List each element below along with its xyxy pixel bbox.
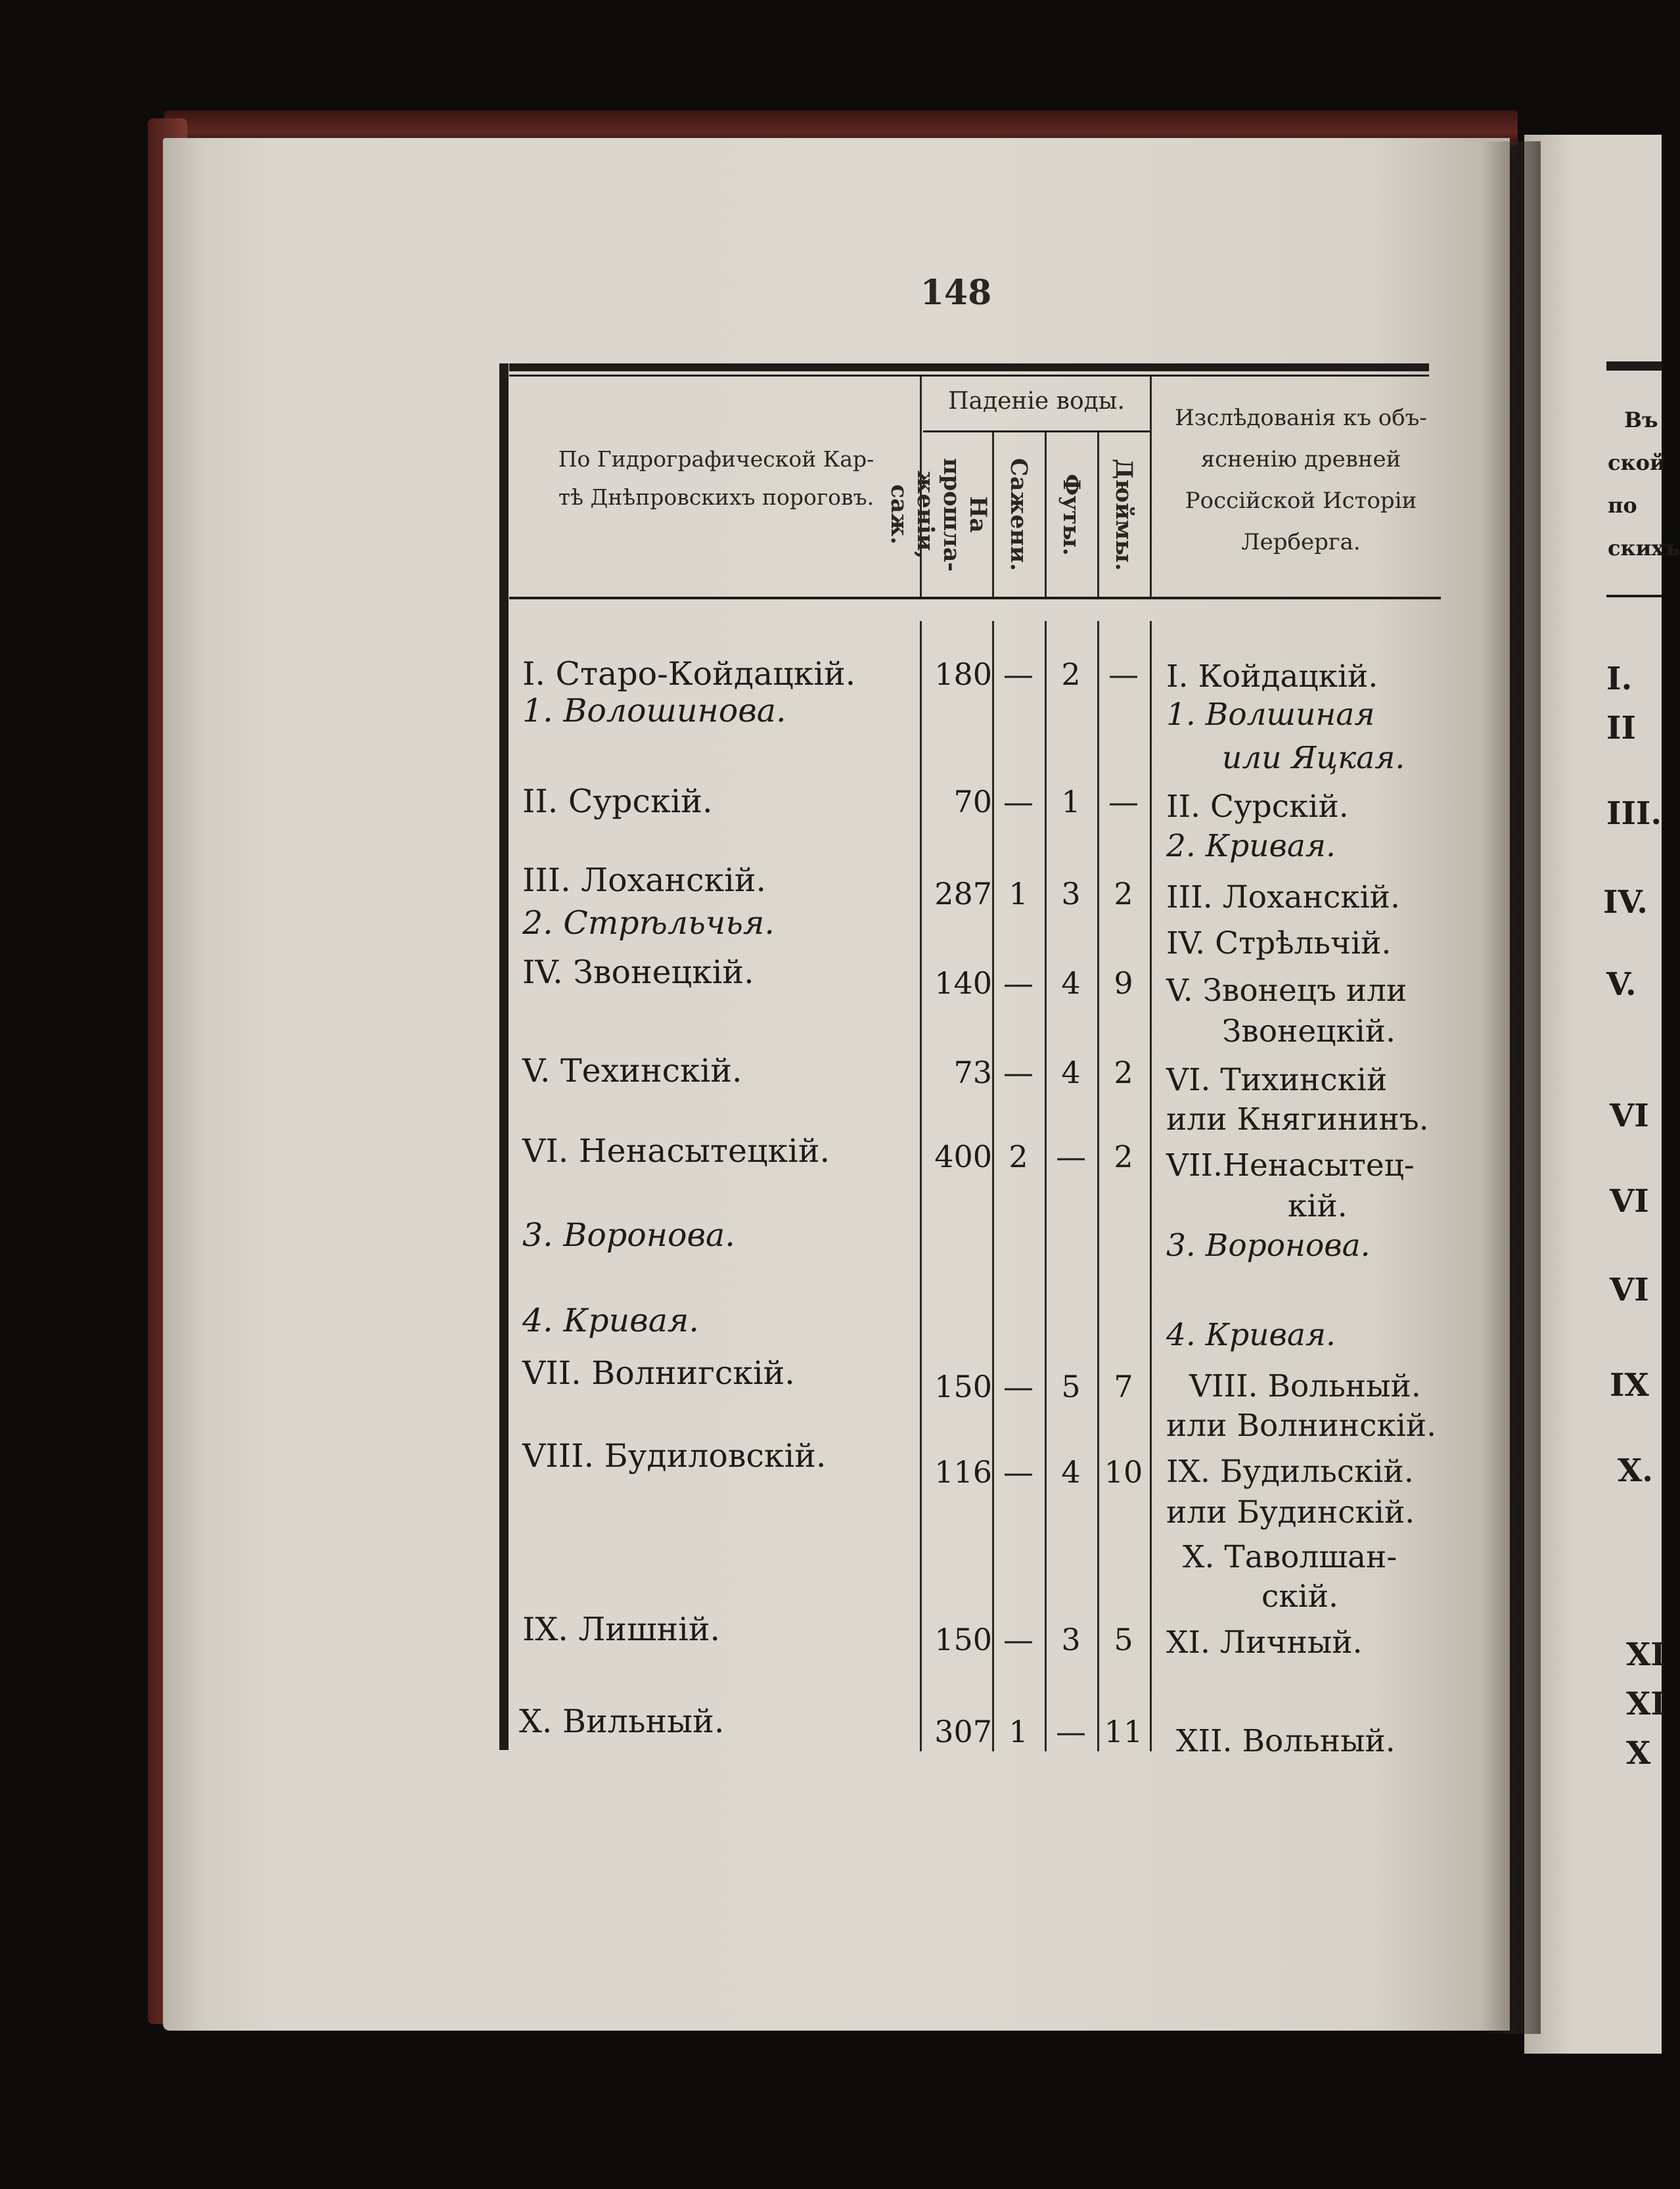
inch-value: 2	[1114, 1139, 1133, 1174]
right-fragment: XI	[1626, 1636, 1666, 1673]
lerberg-entry: V. Звонецъ или	[1166, 973, 1407, 1009]
group-rule	[923, 430, 1150, 432]
distance-value: 73	[953, 1055, 992, 1090]
header-line: Изслѣдованія къ объ-	[1175, 405, 1427, 431]
right-header-text: по	[1608, 493, 1637, 518]
lerberg-entry: II. Сурскій.	[1166, 789, 1349, 825]
distance-value: 140	[934, 965, 992, 1001]
lerberg-entry: XII. Вольный.	[1176, 1723, 1396, 1759]
rapid-name: X. Вильный.	[519, 1703, 725, 1740]
sazhen-value: 1	[1009, 1714, 1028, 1749]
right-fragment: VI	[1610, 1272, 1649, 1308]
distance-value: 307	[934, 1714, 992, 1749]
distance-value: 287	[934, 876, 992, 911]
distance-value: 150	[934, 1369, 992, 1404]
inch-value: —	[1108, 657, 1139, 692]
header-line: По Гидрографической Кар-	[558, 446, 874, 472]
right-fragment: IV.	[1603, 884, 1648, 921]
right-fragment: III.	[1606, 795, 1662, 832]
col-line	[1045, 432, 1047, 597]
col-line	[992, 432, 994, 597]
lerberg-entry: 2. Кривая.	[1166, 828, 1336, 864]
rapid-name: 1. Волошинова.	[522, 692, 786, 729]
header-line: Россійской Исторіи	[1185, 488, 1417, 514]
right-fragment: II	[1606, 710, 1636, 747]
page-gutter	[1482, 141, 1541, 2034]
right-fragment: X.	[1618, 1452, 1653, 1489]
lerberg-entry: скій.	[1261, 1578, 1338, 1615]
right-fragment: V.	[1606, 966, 1637, 1003]
distance-value: 116	[934, 1454, 992, 1490]
right-header-text: ской	[1608, 450, 1666, 475]
left-rule	[499, 363, 509, 1750]
feet-value: 2	[1061, 657, 1081, 692]
lerberg-entry: Звонецкій.	[1222, 1013, 1396, 1049]
lerberg-entry: 1. Волшиная	[1166, 697, 1375, 733]
lerberg-entry: VIII. Вольный.	[1189, 1368, 1421, 1404]
sazhen-value: —	[1003, 784, 1033, 819]
right-fragment: X	[1626, 1735, 1651, 1772]
header-map-column	[519, 440, 913, 517]
feet-value: 5	[1061, 1369, 1081, 1404]
lerberg-entry: 3. Воронова.	[1166, 1228, 1371, 1264]
page-number: 148	[920, 273, 992, 313]
rapid-name: 4. Кривая.	[522, 1302, 699, 1339]
feet-value: 3	[1061, 876, 1081, 911]
inch-value: 9	[1114, 965, 1133, 1001]
rapid-name: 2. Стрѣльчья.	[522, 904, 775, 942]
header-distance	[886, 439, 991, 590]
sazhen-value: —	[1003, 1369, 1033, 1404]
rapid-name: IX. Лишній.	[522, 1611, 721, 1648]
header-feet: Футы.	[1058, 473, 1085, 556]
lerberg-entry: или Будинскій.	[1166, 1494, 1415, 1531]
inch-value: 10	[1104, 1454, 1143, 1490]
header-line: тѣ Днѣпровскихъ пороговъ.	[558, 484, 874, 510]
rapid-name: VII. Волнигскій.	[522, 1354, 795, 1392]
feet-value: —	[1056, 1139, 1086, 1174]
lerberg-entry: IX. Будильскій.	[1166, 1454, 1414, 1490]
lerberg-entry: I. Койдацкій.	[1166, 658, 1378, 695]
col-line	[1150, 377, 1152, 597]
rapid-name: II. Сурскій.	[522, 783, 713, 820]
rapid-name: III. Лоханскій.	[522, 862, 767, 899]
lerberg-entry: кій.	[1288, 1188, 1348, 1224]
inch-value: —	[1108, 784, 1139, 819]
rapid-name: VIII. Будиловскій.	[522, 1437, 827, 1475]
right-header-rule	[1606, 595, 1662, 597]
col-line	[920, 621, 922, 1751]
header-line: На прошла-	[938, 457, 991, 572]
sazhen-value: 1	[1009, 876, 1028, 911]
rapid-name: I. Старо-Койдацкій.	[522, 655, 856, 693]
feet-value: —	[1056, 1714, 1086, 1749]
rapid-name: V. Техинскій.	[522, 1052, 742, 1090]
feet-value: 1	[1061, 784, 1081, 819]
lerberg-entry: или Яцкая.	[1222, 740, 1405, 776]
lerberg-entry: или Волнинскій.	[1166, 1408, 1437, 1444]
right-header-text: скихъ	[1608, 536, 1680, 561]
right-fragment: IX	[1610, 1367, 1649, 1404]
right-fragment: VI	[1610, 1183, 1649, 1220]
header-water-fall: Паденіе воды.	[948, 388, 1125, 415]
header-lerberg	[1156, 398, 1445, 563]
top-rule	[509, 363, 1429, 371]
header-line: ясненію древней	[1200, 446, 1401, 472]
right-top-rule	[1606, 361, 1662, 371]
col-line	[1097, 432, 1099, 597]
sazhen-value: —	[1003, 1055, 1033, 1090]
lerberg-entry: VII.Ненасытец-	[1166, 1147, 1415, 1184]
inch-value: 2	[1114, 876, 1133, 911]
lerberg-entry: III. Лоханскій.	[1166, 879, 1400, 915]
right-fragment: I.	[1606, 660, 1633, 697]
header-line: женіи, саж.	[886, 470, 939, 559]
header-inches: Дюймы.	[1110, 458, 1137, 571]
sazhen-value: —	[1003, 1622, 1033, 1657]
lerberg-entry: X. Таволшан-	[1183, 1539, 1397, 1575]
distance-value: 150	[934, 1622, 992, 1657]
header-rule	[509, 597, 1441, 599]
rapid-name: IV. Звонецкій.	[522, 954, 754, 991]
lerberg-entry: 4. Кривая.	[1166, 1317, 1336, 1353]
sazhen-value: 2	[1009, 1139, 1028, 1174]
rapid-name: 3. Воронова.	[522, 1216, 735, 1254]
inch-value: 11	[1104, 1714, 1143, 1749]
lerberg-entry: или Княгининъ.	[1166, 1101, 1429, 1138]
rapid-name: VI. Ненасытецкій.	[522, 1132, 830, 1170]
distance-value: 70	[953, 784, 992, 819]
feet-value: 4	[1061, 1055, 1081, 1090]
right-fragment: XI	[1626, 1686, 1666, 1722]
header-sazhens: Сажени.	[1005, 458, 1032, 571]
distance-value: 400	[934, 1139, 992, 1174]
lerberg-entry: VI. Тихинскій	[1166, 1062, 1388, 1098]
feet-value: 3	[1061, 1622, 1081, 1657]
inch-value: 5	[1114, 1622, 1133, 1657]
right-header-text: Въ	[1624, 407, 1658, 432]
lerberg-entry: XI. Личный.	[1166, 1624, 1363, 1661]
sazhen-value: —	[1003, 657, 1033, 692]
inch-value: 7	[1114, 1369, 1133, 1404]
feet-value: 4	[1061, 1454, 1081, 1490]
top-rule-thin	[509, 375, 1429, 377]
feet-value: 4	[1061, 965, 1081, 1001]
header-line: Лерберга.	[1241, 529, 1361, 555]
sazhen-value: —	[1003, 965, 1033, 1001]
right-fragment: VI	[1610, 1097, 1649, 1134]
col-line	[1150, 621, 1152, 1751]
inch-value: 2	[1114, 1055, 1133, 1090]
distance-value: 180	[934, 657, 992, 692]
lerberg-entry: IV. Стрѣльчій.	[1166, 925, 1392, 961]
sazhen-value: —	[1003, 1454, 1033, 1490]
